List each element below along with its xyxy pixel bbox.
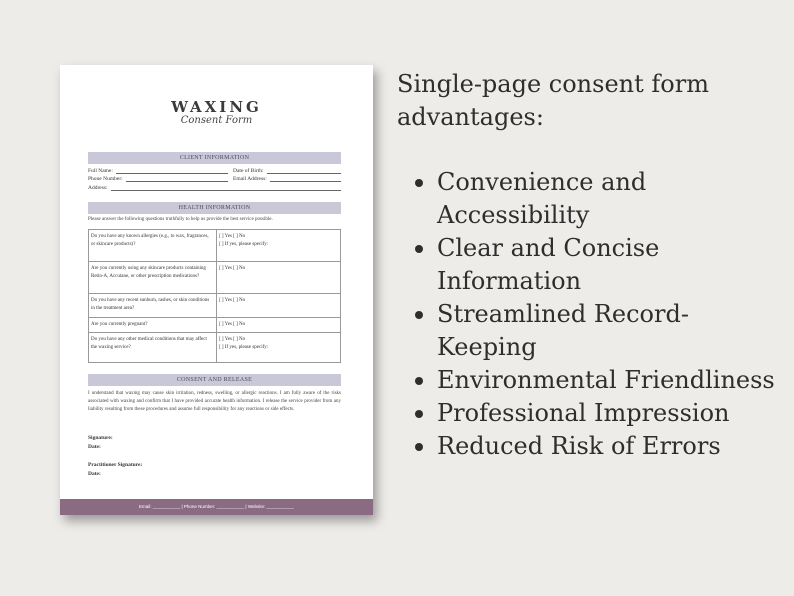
phone-field[interactable]: [126, 176, 228, 182]
health-questions-table: [88, 229, 341, 363]
answer-cell[interactable]: [217, 230, 341, 262]
form-subtitle: Consent Form: [180, 115, 253, 126]
practitioner-date-label: Date:: [88, 471, 101, 477]
list-item: Environmental Friendliness: [415, 364, 775, 397]
consent-form-document: [60, 65, 373, 515]
advantages-intro: Single-page consent form advantages:: [397, 70, 709, 131]
answer-cell[interactable]: [217, 318, 341, 333]
bullet-icon: [415, 311, 423, 319]
client-fields: [88, 165, 341, 191]
yes-no-checkbox[interactable]: [ ] Yes [ ] No: [219, 322, 246, 327]
bullet-icon: [415, 377, 423, 385]
question-cell: Are you currently pregnant?: [89, 318, 217, 333]
form-title: WAXING: [171, 98, 262, 116]
list-item: Reduced Risk of Errors: [415, 430, 775, 463]
answer-cell[interactable]: [217, 294, 341, 318]
yes-no-checkbox[interactable]: [ ] Yes [ ] No: [219, 266, 246, 271]
email-label: Email Address:: [233, 176, 267, 182]
full-name-field[interactable]: [116, 168, 228, 174]
list-item: Professional Impression: [415, 397, 775, 430]
email-field[interactable]: [270, 176, 341, 182]
bullet-icon: [415, 179, 423, 187]
answer-cell[interactable]: [217, 333, 341, 363]
date-label: Date:: [88, 444, 101, 450]
specify-checkbox[interactable]: [ ] If yes, please specify:: [219, 242, 269, 247]
yes-no-checkbox[interactable]: [ ] Yes [ ] No: [219, 337, 246, 342]
phone-label: Phone Number:: [88, 176, 123, 182]
list-item: Convenience and Accessibility: [415, 166, 775, 232]
question-cell: Do you have any recent sunburn, rashes, or skin conditions in the treatment area?: [89, 294, 217, 318]
table-row: [89, 318, 341, 333]
dob-field[interactable]: [267, 168, 341, 174]
bullet-icon: [415, 245, 423, 253]
practitioner-signature-label: Practitioner Signature:: [88, 462, 143, 468]
dob-label: Date of Birth:: [233, 167, 264, 174]
practitioner-signature-block: [88, 461, 142, 479]
signature-label: Signature:: [88, 435, 113, 441]
table-row: [89, 294, 341, 318]
health-instruction: Please answer the following questions truthfully to help us provide the best service possible.: [88, 217, 273, 222]
yes-no-checkbox[interactable]: [ ] Yes [ ] No: [219, 234, 246, 239]
specify-checkbox[interactable]: [ ] If yes, please specify:: [219, 345, 269, 350]
answer-cell[interactable]: [217, 262, 341, 294]
address-field[interactable]: [111, 185, 341, 191]
table-row: [89, 230, 341, 262]
table-row: [89, 333, 341, 363]
health-information-header: HEALTH INFORMATION: [88, 202, 341, 214]
question-cell: Do you have any other medical conditions that may affect the waxing service?: [89, 333, 217, 363]
client-information-header: CLIENT INFORMATION: [88, 152, 341, 164]
signature-block: [88, 434, 113, 452]
question-cell: Are you currently using any skincare products containing Retin-A, Accutane, or other prescription medications?: [89, 262, 217, 294]
table-row: [89, 262, 341, 294]
advantages-panel: [397, 68, 782, 460]
question-cell: Do you have any known allergies (e.g., to wax, fragrances, or skincare products)?: [89, 230, 217, 262]
advantages-list: [415, 166, 775, 463]
bullet-icon: [415, 443, 423, 451]
form-footer: Email: ___________ | Phone Number: ___________ | Website: ___________: [60, 499, 373, 515]
bullet-icon: [415, 410, 423, 418]
address-label: Address:: [88, 184, 108, 191]
list-item: Streamlined Record-Keeping: [415, 298, 775, 364]
list-item: Clear and Concise Information: [415, 232, 775, 298]
yes-no-checkbox[interactable]: [ ] Yes [ ] No: [219, 298, 246, 303]
consent-text: I understand that waxing may cause skin irritation, redness, swelling, or allergic reactions. I am fully aware of the risks associated with waxing and confirm that I have provided accurate health information. I release the service provider from any liability resulting from these procedures and assume full responsibility for any reactions or side effects.: [88, 391, 341, 412]
consent-release-header: CONSENT AND RELEASE: [88, 374, 341, 386]
full-name-label: Full Name:: [88, 167, 113, 174]
